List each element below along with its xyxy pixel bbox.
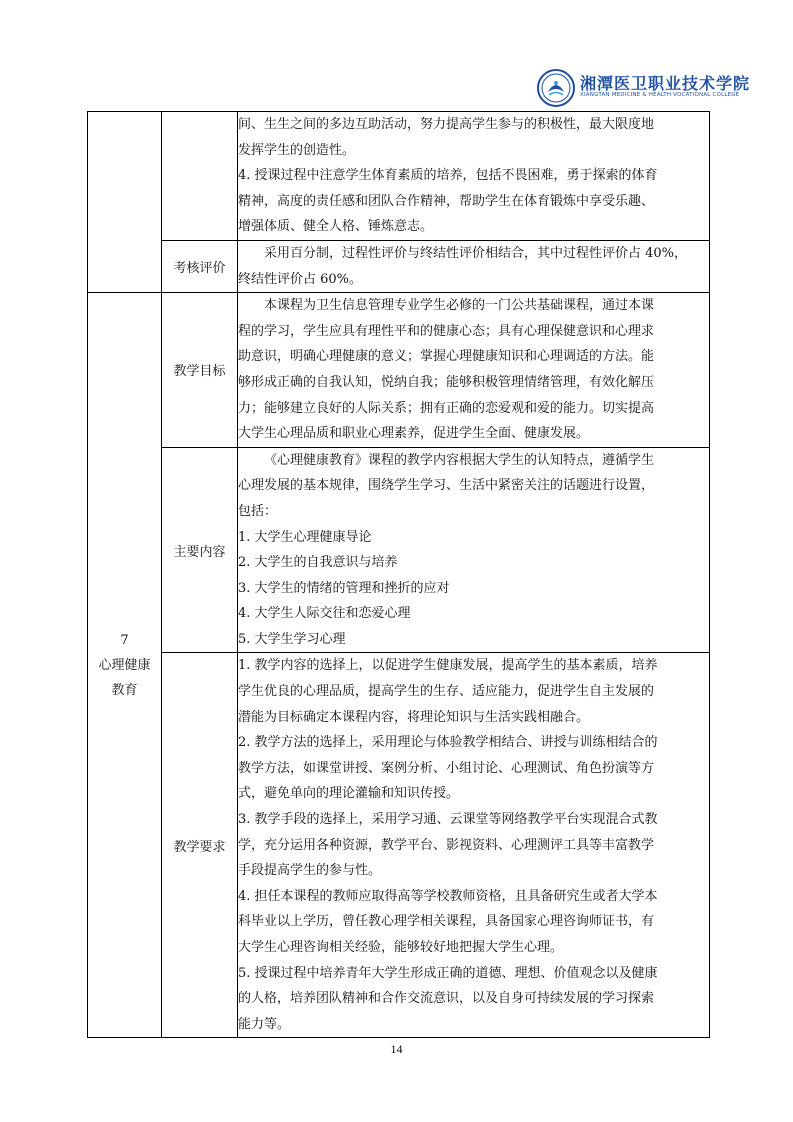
course-name-cell xyxy=(88,293,162,1038)
text-line: 1. 教学内容的选择上，以促进学生健康发展，提高学生的基本素质，培养 xyxy=(238,658,658,674)
text-line: 心理发展的基本规律，围绕学生学习、生活中紧密关注的话题进行设置， xyxy=(238,478,655,494)
text-line: 力；能够建立良好的人际关系；拥有正确的恋爱观和爱的能力。切实提高 xyxy=(238,400,655,416)
text-line: 式，避免单向的理论灌输和知识传授。 xyxy=(238,786,460,802)
text-line: 手段提高学生的参与性。 xyxy=(238,863,382,879)
text-line: 能力等。 xyxy=(238,1016,291,1032)
table-row xyxy=(88,112,710,241)
text-line: 潜能为目标确定本课程内容，将理论知识与生活实践相融合。 xyxy=(238,709,590,725)
course-name-line1: 心理健康 xyxy=(98,657,151,673)
text-line: 4. 担任本课程的教师应取得高等学校教师资格，且具备研究生或者大学本 xyxy=(238,888,658,904)
text-line: 的人格，培养团队精神和合作交流意识，以及自身可持续发展的学习探索 xyxy=(238,991,655,1007)
text-line: 学生优良的心理品质，提高学生的生存、适应能力，促进学生自主发展的 xyxy=(238,684,655,700)
list-item: 5. 大学生学习心理 xyxy=(238,631,346,647)
text-line: 助意识，明确心理健康的意义；掌握心理健康知识和心理调适的方法。能 xyxy=(238,349,655,365)
table-row xyxy=(88,447,710,653)
logo-chinese-name: 湘潭医卫职业技术学院 xyxy=(580,74,751,93)
list-item: 3. 大学生的情绪的管理和挫折的应对 xyxy=(238,580,450,596)
course-name-line2: 教育 xyxy=(111,682,138,698)
curriculum-table xyxy=(87,111,710,1038)
content-content xyxy=(238,447,710,653)
text-line: 大学生心理品质和职业心理素养，促进学生全面、健康发展。 xyxy=(238,426,590,442)
logo-english-name: XIANGTAN MEDICINE & HEALTH VOCATIONAL COLLEGE xyxy=(580,92,740,98)
prev-course-cell xyxy=(88,112,162,293)
text-line: 间、生生之间的多边互助活动，努力提高学生参与的积极性，最大限度地 xyxy=(238,117,655,132)
college-logo xyxy=(536,68,751,108)
list-item: 4. 大学生人际交往和恋爱心理 xyxy=(238,606,411,622)
text-line: 精神，高度的责任感和团队合作精神，帮助学生在体育锻炼中享受乐趣、 xyxy=(238,193,655,209)
text-line: 包括： xyxy=(238,503,278,519)
text-line: 3. 教学手段的选择上，采用学习通、云课堂等网络教学平台实现混合式教 xyxy=(238,812,658,828)
table-row xyxy=(88,653,710,1038)
text-line: 大学生心理咨询相关经验，能够较好地把握大学生心理。 xyxy=(238,940,564,955)
text-line: 2. 教学方法的选择上，采用理论与体验教学相结合、讲授与训练相结合的 xyxy=(238,735,658,751)
text-line: 终结性评价占 60%。 xyxy=(238,271,363,287)
text-line: 发挥学生的创造性。 xyxy=(238,142,356,158)
assessment-content xyxy=(238,240,710,292)
table-row xyxy=(88,240,710,292)
text-line: 本课程为卫生信息管理专业学生必修的一门公共基础课程，通过本课 xyxy=(264,298,655,314)
text-line: 增强体质、健全人格、锤炼意志。 xyxy=(238,219,434,235)
requirements-content xyxy=(238,653,710,1038)
list-item: 2. 大学生的自我意识与培养 xyxy=(238,555,398,571)
prev-methods-content xyxy=(238,112,710,241)
assessment-label: 考核评价 xyxy=(162,240,238,292)
text-line: 科毕业以上学历，曾任教心理学相关课程，具备国家心理咨询师证书，有 xyxy=(238,914,655,930)
page-number: 14 xyxy=(390,1042,403,1056)
course-number: 7 xyxy=(120,632,129,648)
college-emblem-icon xyxy=(536,68,576,108)
text-line: 4. 授课过程中注意学生体育素质的培养，包括不畏困难，勇于探索的体育 xyxy=(238,168,658,184)
text-line: 采用百分制，过程性评价与终结性评价相结合，其中过程性评价占 40%， xyxy=(264,245,688,261)
text-line: 5. 授课过程中培养青年大学生形成正确的道德、理想、价值观念以及健康 xyxy=(238,965,658,981)
table-row xyxy=(88,293,710,448)
prev-methods-label-cell xyxy=(162,112,238,241)
text-line: 学，充分运用各种资源，教学平台、影视资料、心理测评工具等丰富教学 xyxy=(238,837,655,853)
text-line: 够形成正确的自我认知，悦纳自我；能够积极管理情绪管理，有效化解压 xyxy=(238,374,655,390)
text-line: 程的学习，学生应具有理性平和的健康心态；具有心理保健意识和心理求 xyxy=(238,323,655,339)
text-line: 教学方法，如课堂讲授、案例分析、小组讨论、心理测试、角色扮演等方 xyxy=(238,760,655,776)
objective-content xyxy=(238,293,710,448)
requirements-label: 教学要求 xyxy=(162,653,238,1038)
content-label: 主要内容 xyxy=(162,447,238,653)
objective-label: 教学目标 xyxy=(162,293,238,448)
list-item: 1. 大学生心理健康导论 xyxy=(238,529,372,545)
text-line: 《心理健康教育》课程的教学内容根据大学生的认知特点，遵循学生 xyxy=(264,452,655,468)
